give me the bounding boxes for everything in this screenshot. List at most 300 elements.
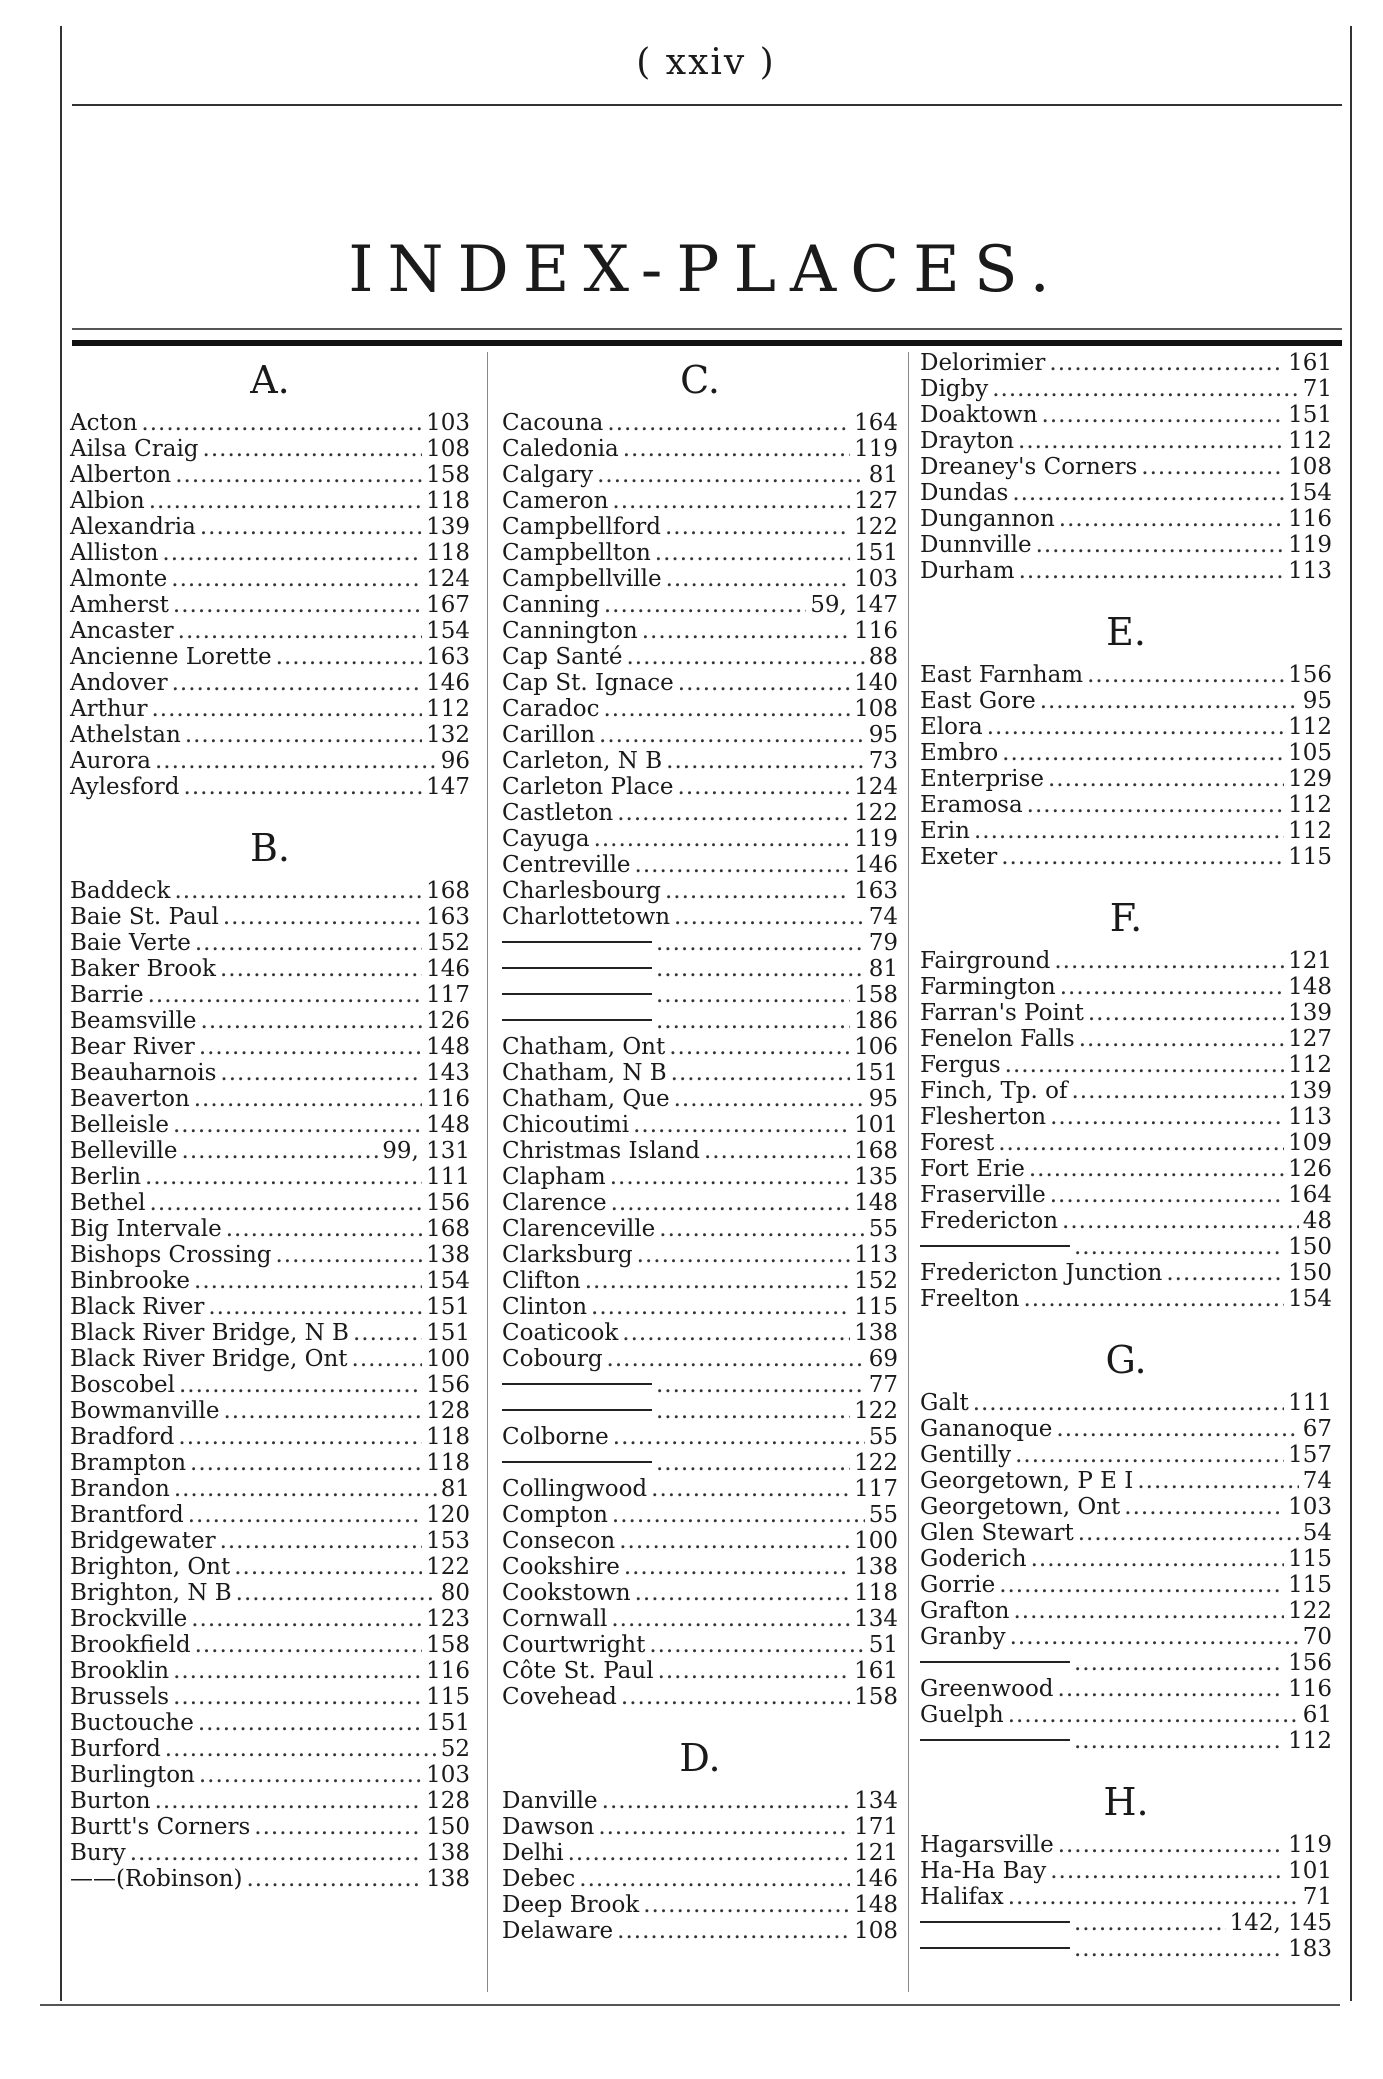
page-ref: 74 — [1302, 1468, 1332, 1494]
place-name: Eramosa — [920, 792, 1023, 818]
page-ref: 81 — [868, 462, 898, 488]
leader-dots — [223, 1398, 422, 1424]
place-name: Black River Bridge, Ont — [70, 1346, 348, 1372]
leader-dots — [149, 488, 422, 514]
index-entry — [70, 982, 470, 1008]
leader-dots — [1002, 740, 1284, 766]
page-ref: 67 — [1302, 1416, 1332, 1442]
index-entry — [70, 1528, 470, 1554]
page-ref: 112 — [426, 696, 470, 722]
place-name: Finch, Tp. of — [920, 1078, 1068, 1104]
index-entry — [502, 592, 898, 618]
page-ref: 151 — [854, 1060, 898, 1086]
page-ref: 151 — [854, 540, 898, 566]
index-entry — [920, 1728, 1332, 1754]
page-ref: 118 — [854, 1580, 898, 1606]
index-entry — [70, 774, 470, 800]
leader-dots — [234, 1554, 422, 1580]
index-entry — [502, 618, 898, 644]
leader-dots — [626, 644, 864, 670]
place-name: Christmas Island — [502, 1138, 700, 1164]
index-entry — [70, 618, 470, 644]
leader-dots — [1087, 662, 1284, 688]
place-name: Andover — [70, 670, 168, 696]
index-entry — [502, 1138, 898, 1164]
page-ref: 146 — [854, 1866, 898, 1892]
page-ref: 112 — [1288, 818, 1332, 844]
leader-dots — [236, 1580, 437, 1606]
page-ref: 146 — [426, 956, 470, 982]
place-name: Chatham, Que — [502, 1086, 670, 1112]
index-entry — [502, 1346, 898, 1372]
index-entry — [920, 1182, 1332, 1208]
place-name: Caledonia — [502, 436, 619, 462]
leader-dots — [1059, 506, 1284, 532]
leader-dots — [173, 1112, 422, 1138]
leader-dots — [194, 1268, 422, 1294]
leader-dots — [203, 436, 423, 462]
place-name — [920, 1947, 1070, 1949]
leader-dots — [656, 1372, 865, 1398]
section-letter: H. — [1103, 1780, 1149, 1824]
leader-dots — [607, 1346, 865, 1372]
page-ref: 61 — [1302, 1702, 1332, 1728]
page-ref: 51 — [868, 1632, 898, 1658]
page-ref: 148 — [854, 1190, 898, 1216]
place-name: Belleville — [70, 1138, 178, 1164]
place-name: Aylesford — [70, 774, 180, 800]
page-ref: 55 — [868, 1502, 898, 1528]
page-ref: 55 — [868, 1424, 898, 1450]
leader-dots — [1074, 1936, 1284, 1962]
place-name: Gentilly — [920, 1442, 1012, 1468]
page-ref: 81 — [868, 956, 898, 982]
page-ref: 161 — [1288, 350, 1332, 376]
leader-dots — [352, 1346, 423, 1372]
leader-dots — [173, 1658, 422, 1684]
index-entry — [920, 948, 1332, 974]
page-ref: 113 — [1288, 558, 1332, 584]
leader-dots — [141, 410, 422, 436]
leader-dots — [1079, 1026, 1284, 1052]
index-entry — [70, 1840, 470, 1866]
leader-dots — [598, 1814, 850, 1840]
place-name: Chatham, Ont — [502, 1034, 666, 1060]
place-name — [502, 941, 652, 943]
index-entry — [502, 1892, 898, 1918]
page-ref: 100 — [854, 1528, 898, 1554]
page-ref: 161 — [854, 1658, 898, 1684]
leader-dots — [649, 1632, 864, 1658]
title-rule — [72, 328, 1342, 330]
section-letter: F. — [1109, 896, 1143, 940]
place-name: Ailsa Craig — [70, 436, 199, 462]
index-entry — [70, 410, 470, 436]
place-name: Dawson — [502, 1814, 595, 1840]
page-ref: 103 — [854, 566, 898, 592]
place-name: Farran's Point — [920, 1000, 1084, 1026]
place-name: Drayton — [920, 428, 1015, 454]
place-name: Fergus — [920, 1052, 1001, 1078]
place-name: Côte St. Paul — [502, 1658, 654, 1684]
page-ref: 120 — [426, 1502, 470, 1528]
place-name: Halifax — [920, 1884, 1004, 1910]
place-name: Bethel — [70, 1190, 146, 1216]
leader-dots — [974, 818, 1284, 844]
leader-dots — [208, 1294, 422, 1320]
index-entry — [920, 714, 1332, 740]
page-ref: 122 — [854, 514, 898, 540]
place-name: Ha-Ha Bay — [920, 1858, 1047, 1884]
index-entry — [502, 1554, 898, 1580]
page-ref: 119 — [854, 826, 898, 852]
index-entry — [70, 566, 470, 592]
leader-dots — [191, 1606, 422, 1632]
index-entry — [920, 1000, 1332, 1026]
index-entry — [70, 1346, 470, 1372]
index-entry — [70, 488, 470, 514]
index-entry — [70, 1372, 470, 1398]
index-entry — [920, 402, 1332, 428]
leader-dots — [148, 982, 423, 1008]
index-entry — [502, 1398, 898, 1424]
place-name: Big Intervale — [70, 1216, 222, 1242]
leader-dots — [612, 488, 850, 514]
page-ref: 121 — [1288, 948, 1332, 974]
leader-dots — [611, 1190, 851, 1216]
page-ref: 115 — [1288, 844, 1332, 870]
leader-dots — [656, 956, 865, 982]
leader-dots — [178, 1424, 422, 1450]
index-entry — [502, 1112, 898, 1138]
place-name: Enterprise — [920, 766, 1044, 792]
leader-dots — [617, 800, 850, 826]
page-ref: 119 — [1288, 1832, 1332, 1858]
index-entry — [920, 376, 1332, 402]
bottom-rule — [40, 2004, 1340, 2006]
index-entry — [502, 748, 898, 774]
index-entry — [502, 1658, 898, 1684]
index-entry — [502, 1606, 898, 1632]
index-entry — [70, 1658, 470, 1684]
leader-dots — [171, 566, 422, 592]
leader-dots — [199, 1034, 422, 1060]
place-name: Deep Brook — [502, 1892, 640, 1918]
place-name: Danville — [502, 1788, 598, 1814]
index-entry — [70, 1684, 470, 1710]
page-ref: 73 — [868, 748, 898, 774]
page-ref: 164 — [854, 410, 898, 436]
index-entry — [70, 1866, 470, 1892]
place-name: Cayuga — [502, 826, 590, 852]
place-name: Albion — [70, 488, 145, 514]
place-name: Delaware — [502, 1918, 614, 1944]
page-ref: 167 — [426, 592, 470, 618]
page-ref: 77 — [868, 1372, 898, 1398]
leader-dots — [220, 956, 422, 982]
leader-dots — [1072, 1078, 1285, 1104]
index-entry — [70, 436, 470, 462]
leader-dots — [200, 514, 422, 540]
page-ref: 156 — [426, 1372, 470, 1398]
place-name: Glen Stewart — [920, 1520, 1074, 1546]
place-name: Carillon — [502, 722, 596, 748]
place-name: Fraserville — [920, 1182, 1046, 1208]
page-ref: 99, 131 — [382, 1138, 470, 1164]
page-ref: 119 — [854, 436, 898, 462]
index-entry — [920, 1624, 1332, 1650]
place-name: Courtwright — [502, 1632, 646, 1658]
page-ref: 158 — [426, 1632, 470, 1658]
place-name: Alexandria — [70, 514, 196, 540]
index-entry — [920, 740, 1332, 766]
page-ref: 124 — [426, 566, 470, 592]
index-entry — [920, 662, 1332, 688]
index-entry — [502, 1814, 898, 1840]
page-ref: 146 — [426, 670, 470, 696]
place-name: Fredericton — [920, 1208, 1059, 1234]
leader-dots — [611, 1606, 850, 1632]
index-entry — [70, 1398, 470, 1424]
index-entry — [502, 436, 898, 462]
index-entry — [70, 1580, 470, 1606]
leader-dots — [1124, 1494, 1284, 1520]
place-name: Burton — [70, 1788, 151, 1814]
place-name: Campbellton — [502, 540, 651, 566]
place-name: Dungannon — [920, 506, 1055, 532]
leader-dots — [1027, 792, 1284, 818]
place-name: Fairground — [920, 948, 1051, 974]
leader-dots — [185, 722, 422, 748]
leader-dots — [671, 1060, 850, 1086]
place-name: Clinton — [502, 1294, 588, 1320]
page-ref: 126 — [426, 1008, 470, 1034]
leader-dots — [619, 1528, 850, 1554]
leader-dots — [656, 930, 865, 956]
index-entry — [502, 1528, 898, 1554]
index-entry — [502, 1918, 898, 1944]
index-entry — [920, 1416, 1332, 1442]
page-ref: 116 — [426, 1658, 470, 1684]
index-entry — [70, 1216, 470, 1242]
index-entry — [70, 1632, 470, 1658]
leader-dots — [1010, 1624, 1299, 1650]
leader-dots — [642, 618, 850, 644]
place-name: Dunnville — [920, 532, 1032, 558]
page-ref: 71 — [1302, 1884, 1332, 1910]
index-entry — [920, 1468, 1332, 1494]
index-entry — [502, 1632, 898, 1658]
place-name: Bridgewater — [70, 1528, 216, 1554]
index-entry — [70, 956, 470, 982]
page-ref: 148 — [1288, 974, 1332, 1000]
place-name: Brooklin — [70, 1658, 170, 1684]
leader-dots — [155, 1788, 422, 1814]
place-name: Consecon — [502, 1528, 616, 1554]
page-ref: 128 — [426, 1788, 470, 1814]
index-entry — [920, 558, 1332, 584]
page-ref: 138 — [854, 1320, 898, 1346]
index-entry — [502, 1294, 898, 1320]
place-name: Galt — [920, 1390, 969, 1416]
index-entry — [920, 1494, 1332, 1520]
page-ref: 151 — [1288, 402, 1332, 428]
page-ref: 152 — [426, 930, 470, 956]
leader-dots — [1012, 480, 1284, 506]
heavy-rule — [72, 340, 1342, 346]
page-ref: 112 — [1288, 1052, 1332, 1078]
page-ref: 129 — [1288, 766, 1332, 792]
place-name: Doaktown — [920, 402, 1038, 428]
index-entry — [70, 1788, 470, 1814]
leader-dots — [1015, 1442, 1284, 1468]
leader-dots — [678, 774, 851, 800]
place-name: Georgetown, P E I — [920, 1468, 1134, 1494]
place-name: Black River — [70, 1294, 205, 1320]
leader-dots — [173, 1684, 422, 1710]
leader-dots — [1040, 688, 1299, 714]
leader-dots — [623, 436, 850, 462]
leader-dots — [599, 722, 865, 748]
place-name: Flesherton — [920, 1104, 1047, 1130]
place-name: Bowmanville — [70, 1398, 220, 1424]
place-name: Granby — [920, 1624, 1006, 1650]
place-name: Guelph — [920, 1702, 1004, 1728]
index-entry — [70, 1554, 470, 1580]
place-name: Bradford — [70, 1424, 175, 1450]
page-ref: 111 — [1288, 1390, 1332, 1416]
index-entry — [70, 1736, 470, 1762]
page-ref: 79 — [868, 930, 898, 956]
index-entry — [502, 774, 898, 800]
place-name: Cookstown — [502, 1580, 631, 1606]
leader-dots — [1088, 1000, 1284, 1026]
place-name: Bishops Crossing — [70, 1242, 272, 1268]
leader-dots — [188, 1502, 422, 1528]
index-entry — [502, 1190, 898, 1216]
index-entry — [920, 1260, 1332, 1286]
place-name: Cameron — [502, 488, 609, 514]
page-ref: 140 — [854, 670, 898, 696]
place-name: Baker Brook — [70, 956, 216, 982]
place-name: ——(Robinson) — [70, 1866, 243, 1892]
place-name: Cookshire — [502, 1554, 620, 1580]
page-ref: 70 — [1302, 1624, 1332, 1650]
leader-dots — [179, 1372, 422, 1398]
index-entry — [920, 1130, 1332, 1156]
page-ref: 115 — [1288, 1572, 1332, 1598]
index-entry — [502, 1502, 898, 1528]
place-name: Barrie — [70, 982, 144, 1008]
place-name: Cornwall — [502, 1606, 608, 1632]
leader-dots — [635, 1580, 850, 1606]
place-name: Carleton, N B — [502, 748, 663, 774]
column-divider — [908, 352, 909, 1992]
page-ref: 103 — [426, 1762, 470, 1788]
page-ref: 122 — [426, 1554, 470, 1580]
page-ref: 112 — [1288, 714, 1332, 740]
index-entry — [70, 1424, 470, 1450]
leader-dots — [155, 748, 437, 774]
place-name: Hagarsville — [920, 1832, 1054, 1858]
page-ref: 171 — [854, 1814, 898, 1840]
leader-dots — [602, 1788, 850, 1814]
place-name: Ancaster — [70, 618, 174, 644]
page-ref: 153 — [426, 1528, 470, 1554]
page-ref: 183 — [1288, 1936, 1332, 1962]
leader-dots — [656, 1450, 850, 1476]
place-name: Digby — [920, 376, 989, 402]
leader-dots — [656, 1398, 850, 1424]
page-ref: 108 — [1288, 454, 1332, 480]
leader-dots — [173, 592, 422, 618]
page-ref: 112 — [1288, 792, 1332, 818]
leader-dots — [220, 1528, 423, 1554]
page-ref: 122 — [1288, 1598, 1332, 1624]
place-name: Canning — [502, 592, 600, 618]
place-name: Brampton — [70, 1450, 187, 1476]
index-entry — [70, 592, 470, 618]
leader-dots — [658, 1658, 851, 1684]
index-entry — [502, 670, 898, 696]
place-name: Charlesbourg — [502, 878, 661, 904]
leader-dots — [633, 1112, 850, 1138]
place-name: Burford — [70, 1736, 161, 1762]
leader-dots — [1050, 1104, 1284, 1130]
leader-dots — [246, 1866, 422, 1892]
page-ref: 142, 145 — [1229, 1910, 1332, 1936]
leader-dots — [607, 410, 850, 436]
index-entry — [70, 1190, 470, 1216]
page-ref: 122 — [854, 800, 898, 826]
leader-dots — [1078, 1520, 1299, 1546]
index-entry — [502, 566, 898, 592]
page-ref: 106 — [854, 1034, 898, 1060]
section-letter: E. — [1106, 610, 1146, 654]
leader-dots — [165, 1736, 437, 1762]
place-name: Cap Santé — [502, 644, 623, 670]
place-name: Gananoque — [920, 1416, 1053, 1442]
page-title: INDEX-PLACES. — [348, 232, 1064, 307]
index-entry — [502, 1034, 898, 1060]
leader-dots — [199, 1762, 422, 1788]
index-entry — [70, 670, 470, 696]
index-entry — [502, 722, 898, 748]
place-name — [502, 993, 652, 995]
index-entry — [920, 428, 1332, 454]
index-entry — [502, 1476, 898, 1502]
page-ref: 156 — [1288, 662, 1332, 688]
leader-dots — [1031, 1546, 1284, 1572]
leader-dots — [1056, 1416, 1298, 1442]
place-name: Elora — [920, 714, 983, 740]
page-ref: 154 — [426, 618, 470, 644]
page-ref: 151 — [426, 1320, 470, 1346]
place-name: Belleisle — [70, 1112, 169, 1138]
leader-dots — [612, 1502, 865, 1528]
index-entry — [920, 350, 1332, 376]
place-name: Charlottetown — [502, 904, 671, 930]
page-ref: 117 — [426, 982, 470, 1008]
leader-dots — [1036, 532, 1285, 558]
index-entry — [920, 1078, 1332, 1104]
index-entry — [920, 1286, 1332, 1312]
leader-dots — [151, 696, 422, 722]
leader-dots — [182, 1138, 379, 1164]
place-name: Grafton — [920, 1598, 1010, 1624]
page-ref: 95 — [868, 722, 898, 748]
section-letter: B. — [249, 826, 290, 870]
